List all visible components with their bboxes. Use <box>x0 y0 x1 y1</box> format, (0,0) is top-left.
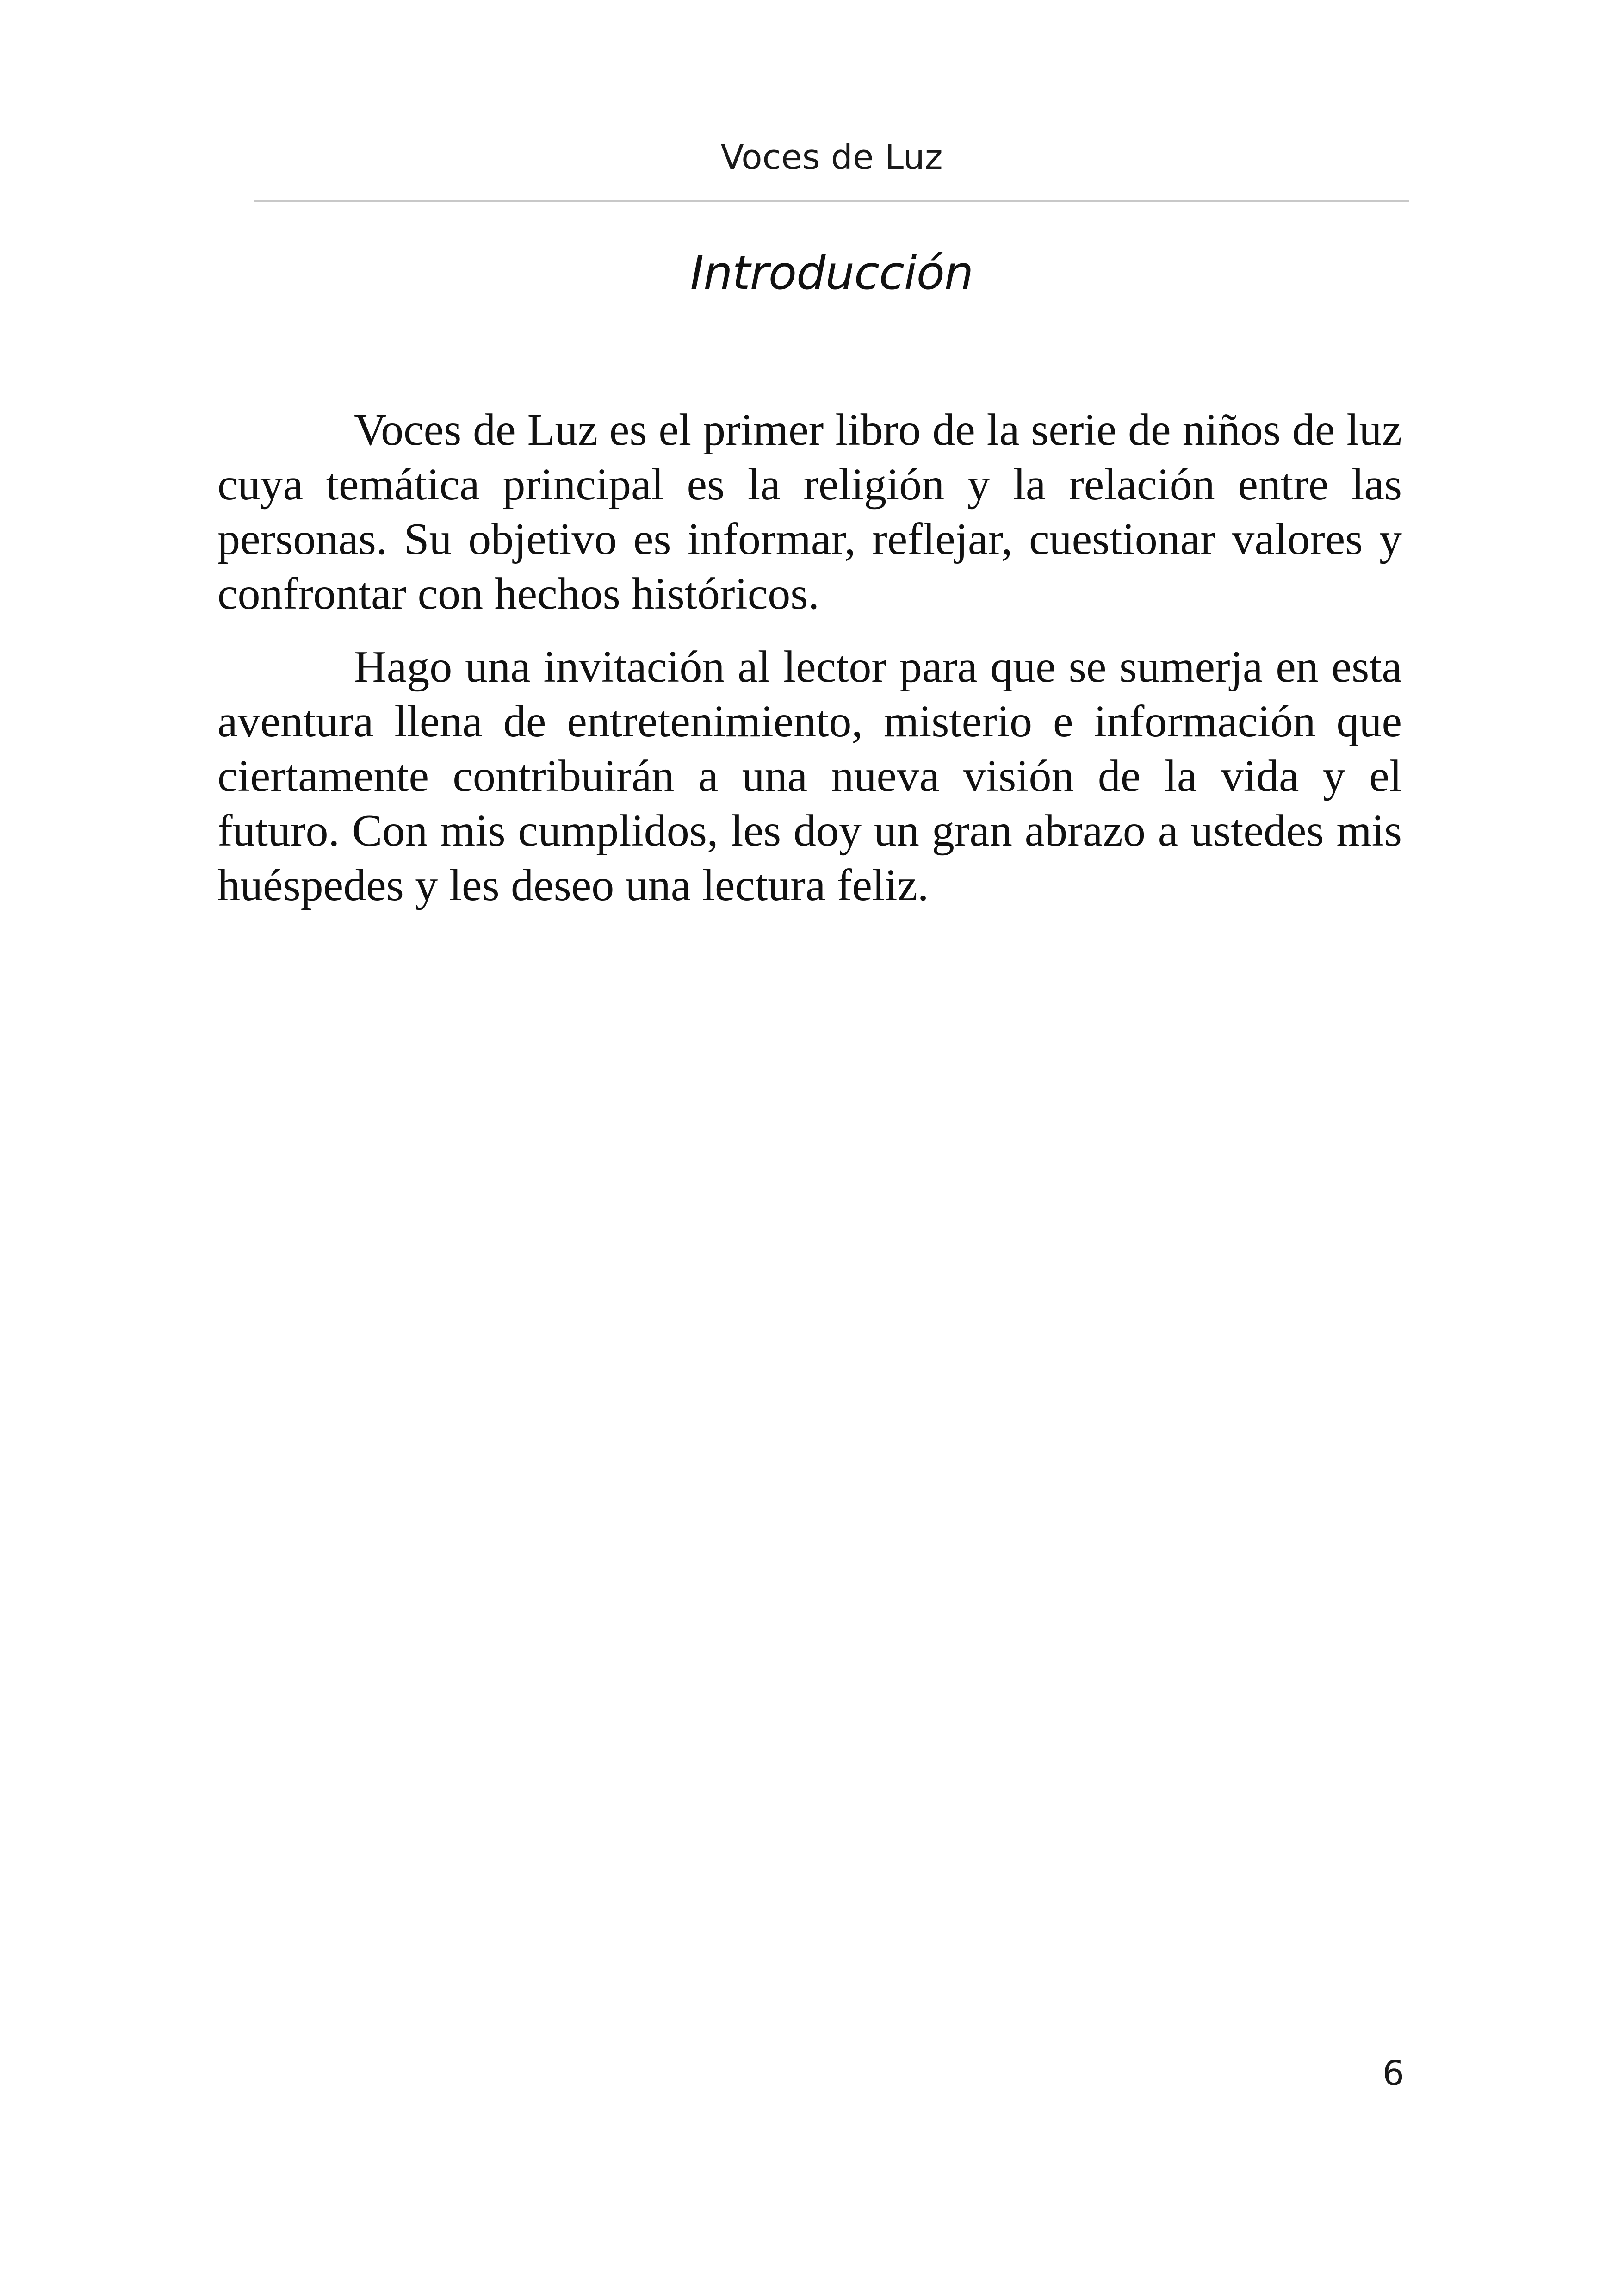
running-header: Voces de Luz <box>720 137 943 177</box>
page-number: 6 <box>1382 2053 1404 2093</box>
header-divider <box>254 200 1409 202</box>
body-text <box>217 403 1402 931</box>
paragraph-2: Hago una invitación al lector para que se sumerja en esta aventura llena de entretenimiento, misterio e información que ciertamente contribuirán a una nueva visión de la vida y el futuro. Con mis cumplidos, les doy un gran abrazo a ustedes mis huéspedes y les deseo una lectura feliz. <box>217 642 1402 910</box>
chapter-title: Introducción <box>690 246 973 300</box>
paragraph-1: Voces de Luz es el primer libro de la serie de niños de luz cuya temática principal es la religión y la relación entre las personas. Su objetivo es informar, reflejar, cuestionar valores y confrontar con hechos históricos. <box>217 405 1402 619</box>
